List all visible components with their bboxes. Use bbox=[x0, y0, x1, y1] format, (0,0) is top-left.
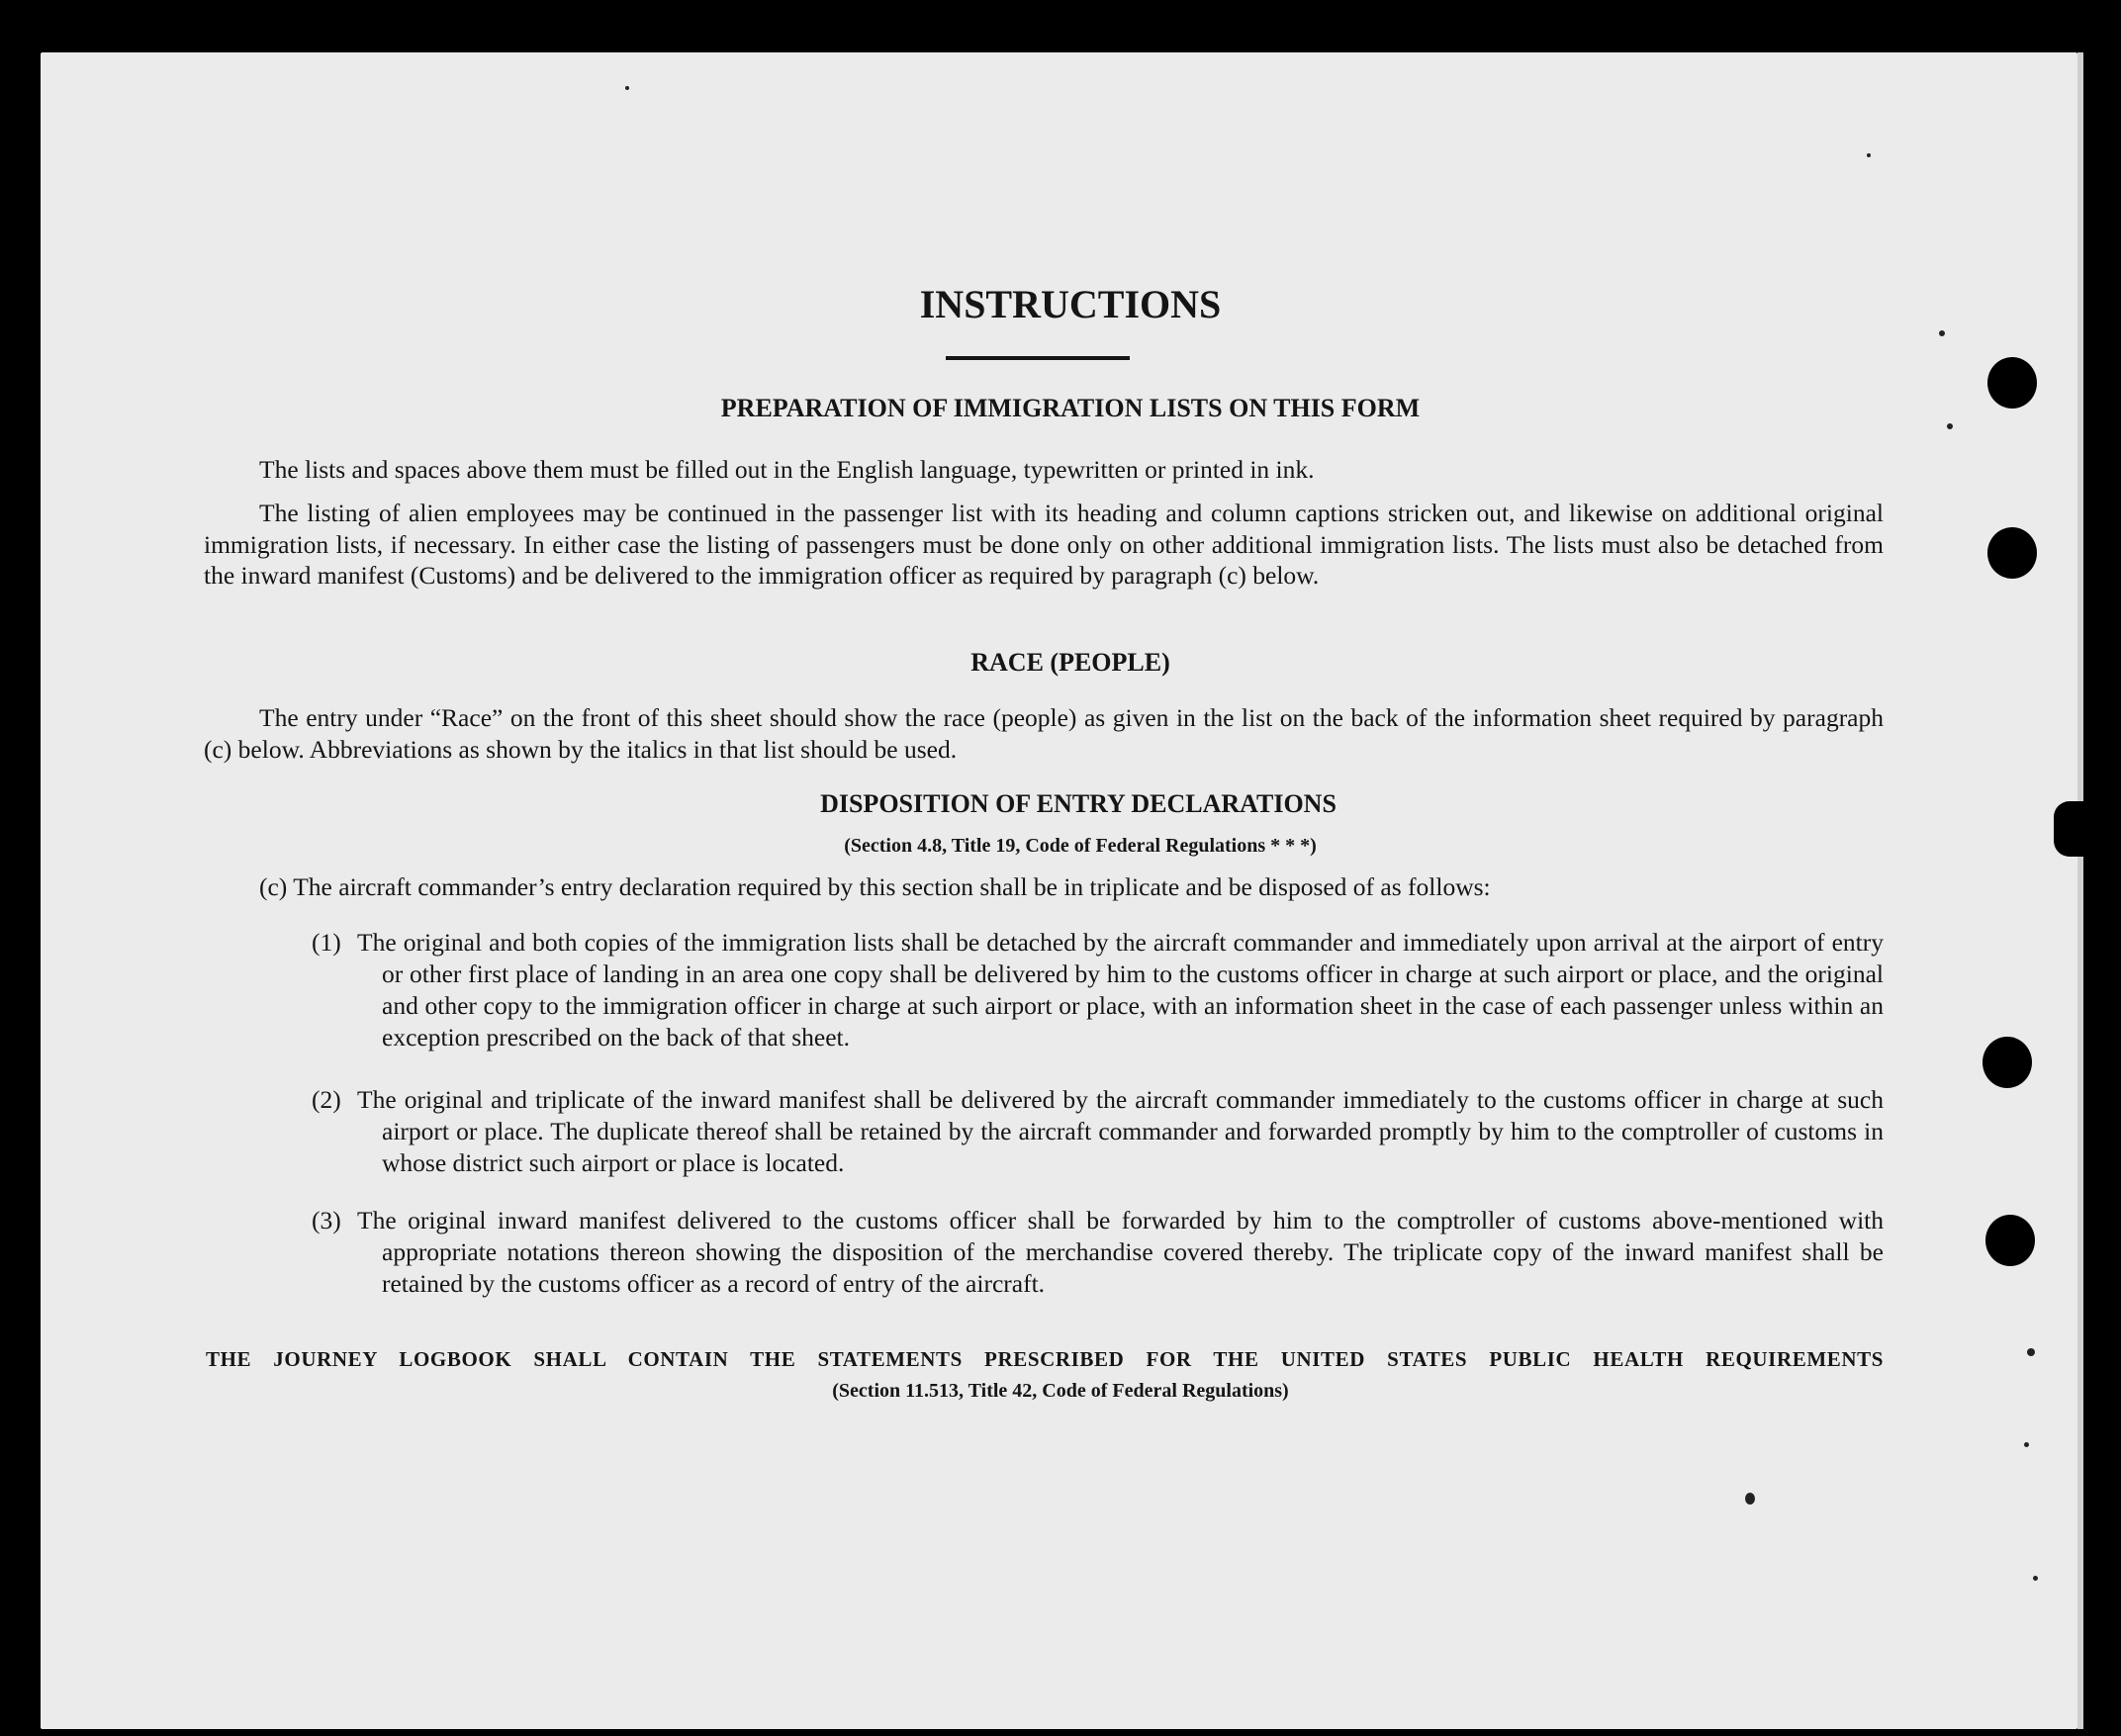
disposition-heading: DISPOSITION OF ENTRY DECLARATIONS bbox=[820, 789, 1337, 818]
disposition-item-2 bbox=[312, 1084, 1884, 1179]
preparation-paragraph-1: The lists and spaces above them must be filled out in the English language, typewritten or printed in ink. bbox=[259, 455, 1315, 484]
item-text: The original and both copies of the immigration lists shall be detached by the aircraft commander and immediately upon arrival at the airport of entry or other first place of landing in an area one copy shall be delivered by him to the customs officer in charge at such airport or place, and the original and other copy to the immigration officer in charge at such airport or place, with an information sheet in the case of each passenger unless within an exception prescribed on the back of that sheet. bbox=[357, 928, 1884, 1051]
clause-label: (c) bbox=[259, 872, 288, 901]
logbook-citation: (Section 11.513, Title 42, Code of Federal Regulations) bbox=[832, 1380, 1289, 1402]
page-title: INSTRUCTIONS bbox=[919, 282, 1222, 326]
clause-text: The aircraft commander’s entry declaration required by this section shall be in triplicate and be disposed of as follows: bbox=[293, 872, 1491, 901]
race-heading: RACE (PEOPLE) bbox=[970, 648, 1170, 677]
title-underline bbox=[946, 356, 1130, 360]
preparation-paragraph-2: The listing of alien employees may be continued in the passenger list with its heading and column captions stricken out, and likewise on additional original immigration lists, if necessary. In either case the listing of passengers must be done only on other additional immigration lists. The lists must also be detached from the inward manifest (Customs) and be delivered to the immigration officer as required by paragraph (c) below. bbox=[204, 499, 1884, 590]
item-number: (1) bbox=[312, 928, 341, 957]
disposition-citation: (Section 4.8, Title 19, Code of Federal Regulations * * *) bbox=[844, 835, 1317, 857]
race-paragraph: The entry under “Race” on the front of this sheet should show the race (people) as given in the list on the back of the information sheet required by paragraph (c) below. Abbreviations as shown by the italics in that list should be used. bbox=[204, 703, 1884, 764]
preparation-heading: PREPARATION OF IMMIGRATION LISTS ON THIS FORM bbox=[720, 394, 1421, 422]
disposition-item-3 bbox=[312, 1205, 1884, 1300]
disposition-item-1 bbox=[312, 927, 1884, 1053]
item-text: The original inward manifest delivered to the customs officer shall be forwarded by him to the comptroller of customs above-mentioned with appropriate notations thereon showing the disposition of the merchandise covered thereby. The triplicate copy of the inward manifest shall be retained by the customs officer as a record of entry of the aircraft. bbox=[357, 1206, 1884, 1298]
clause-c bbox=[259, 871, 1884, 903]
item-number: (3) bbox=[312, 1206, 341, 1234]
item-text: The original and triplicate of the inward manifest shall be delivered by the aircraft commander immediately to the customs officer in charge at such airport or place. The duplicate thereof shall be retained by the aircraft commander and forwarded promptly by him to the comptroller of customs in whose district such airport or place is located. bbox=[357, 1085, 1884, 1177]
item-number: (2) bbox=[312, 1085, 341, 1114]
logbook-heading: THE JOURNEY LOGBOOK SHALL CONTAIN THE STATEMENTS PRESCRIBED FOR THE UNITED STATES PUBLIC HEALTH REQUIREMENTS bbox=[206, 1347, 1884, 1371]
